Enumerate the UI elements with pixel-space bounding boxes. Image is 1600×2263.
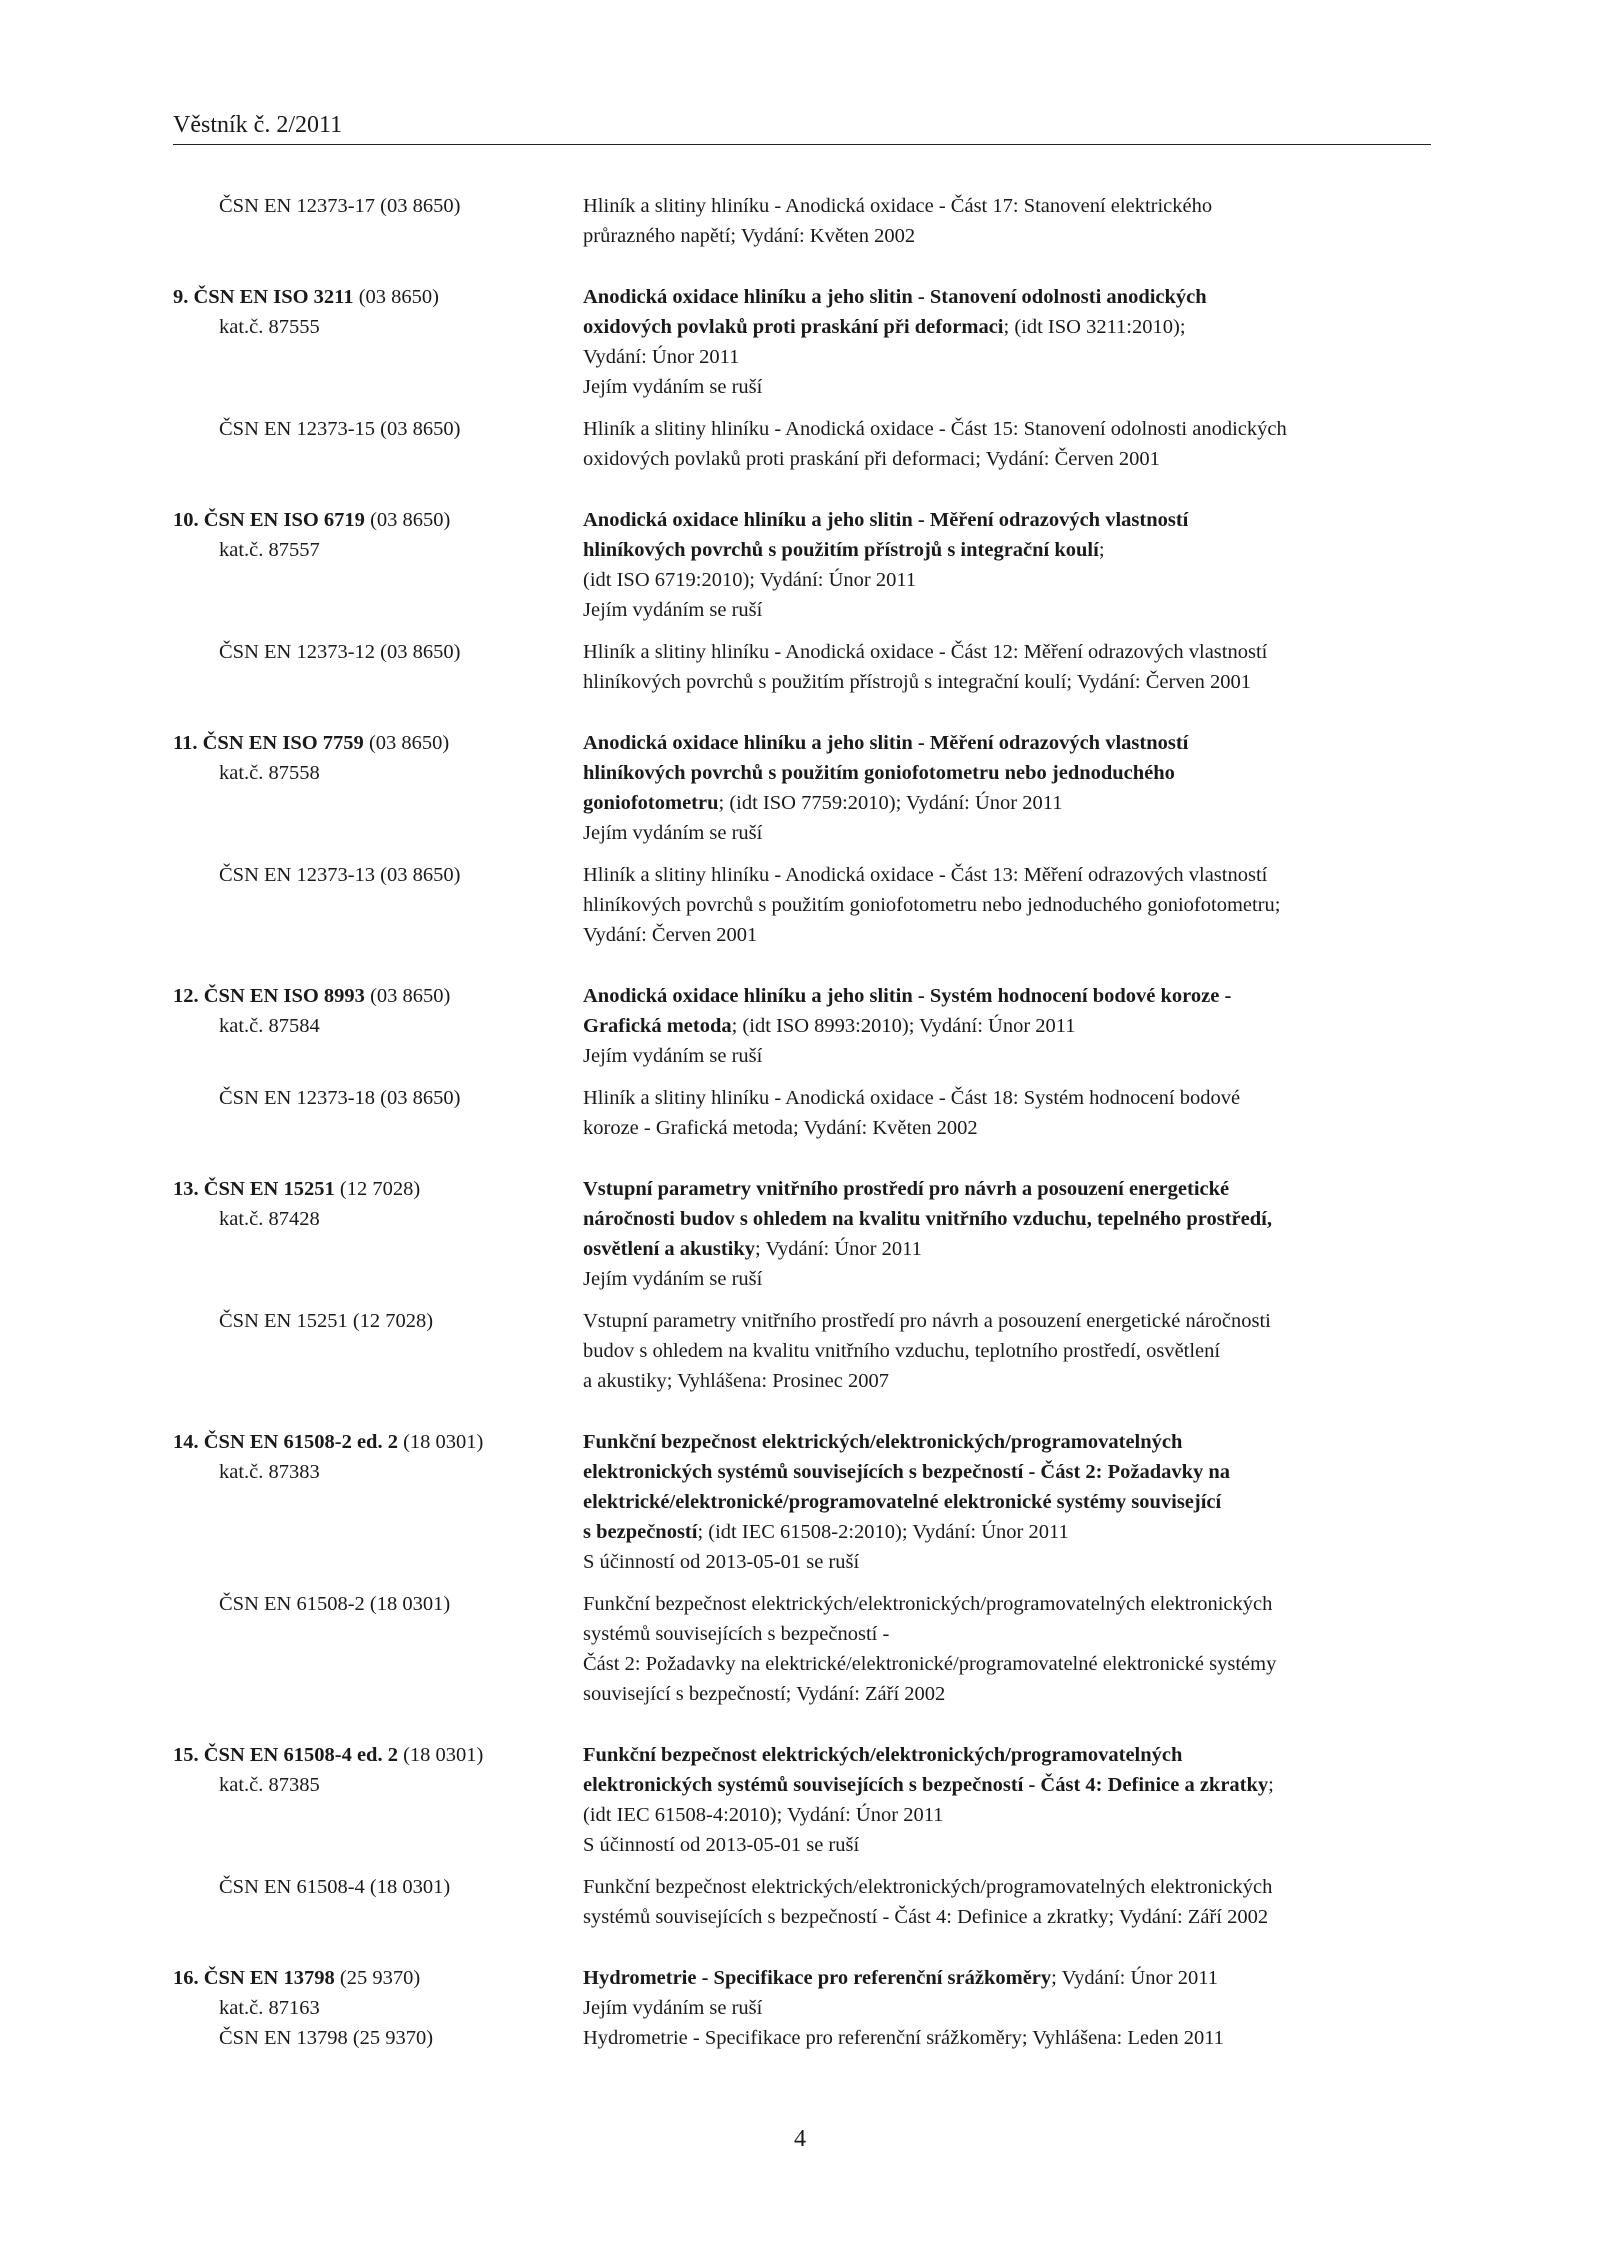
catalog-number: kat.č. 87555 — [219, 316, 320, 338]
classification-code: (12 7028) — [339, 1178, 421, 1200]
standard-entry — [173, 1963, 1431, 2053]
catalog-number: kat.č. 87584 — [219, 1015, 320, 1037]
standard-code-line — [173, 1174, 583, 1204]
standard-title-column — [583, 1740, 1423, 1860]
catalog-number: kat.č. 87383 — [219, 1461, 320, 1483]
standard-title: hliníkových povrchů s použitím přístrojů s integrační koulí — [583, 539, 1099, 561]
old-standard-text: Vydání: Červen 2001 — [583, 924, 758, 946]
old-standard-text: systémů souvisejících s bezpečností - Část 4: Definice a zkratky; Vydání: Září 2002 — [583, 1906, 1269, 1928]
standard-title-column — [583, 505, 1423, 625]
old-standard-text: Část 2: Požadavky na elektrické/elektronické/programovatelné elektronické systémy — [583, 1653, 1277, 1675]
standards-list — [173, 191, 1431, 2084]
old-standard-id-column — [173, 860, 583, 950]
standard-title: Funkční bezpečnost elektrických/elektronických/programovatelných — [583, 1744, 1183, 1766]
old-standard-code: ČSN EN 15251 (12 7028) — [219, 1310, 434, 1332]
standard-code-line — [173, 728, 583, 758]
old-standard-code: ČSN EN 13798 (25 9370) — [219, 2027, 434, 2049]
standard-id-column — [173, 728, 583, 848]
standard-entry — [173, 1427, 1431, 1709]
new-standard-row — [173, 282, 1431, 402]
standard-title: goniofotometru — [583, 792, 719, 814]
standard-entry — [173, 1174, 1431, 1396]
old-standard-row — [173, 637, 1431, 697]
entry-number: 10. — [173, 509, 199, 531]
old-standard-row — [173, 860, 1431, 950]
old-standard-row — [173, 1589, 1431, 1709]
new-standard-row — [173, 1174, 1431, 1294]
continued-entry — [173, 191, 1431, 251]
standard-code: ČSN EN 13798 — [203, 1967, 335, 1989]
standard-title-column — [583, 728, 1423, 848]
standard-title: Anodická oxidace hliníku a jeho slitin - Stanovení odolnosti anodických — [583, 286, 1207, 308]
old-standard-text: průrazného napětí; Vydání: Květen 2002 — [583, 225, 916, 247]
new-standard-row — [173, 1740, 1431, 1860]
standard-code-line — [173, 1427, 583, 1457]
standard-title: osvětlení a akustiky — [583, 1238, 755, 1260]
standard-title: Funkční bezpečnost elektrických/elektronických/programovatelných — [583, 1431, 1183, 1453]
page-header: Věstník č. 2/2011 — [173, 112, 343, 138]
new-standard-row — [173, 505, 1431, 625]
old-standard-title-column — [583, 637, 1423, 697]
old-standard-id-column — [173, 637, 583, 697]
standard-title: elektrické/elektronické/programovatelné elektronické systémy související — [583, 1491, 1222, 1513]
standard-title: Anodická oxidace hliníku a jeho slitin - Systém hodnocení bodové koroze - — [583, 985, 1232, 1007]
old-standard-code: ČSN EN 12373-15 (03 8650) — [219, 418, 461, 440]
old-standard-title-column — [583, 1872, 1423, 1932]
title-line — [583, 1517, 1423, 1547]
issue-note: (idt ISO 6719:2010); Vydání: Únor 2011 — [583, 569, 917, 591]
old-standard-title-column — [583, 1306, 1423, 1396]
old-standard-text: hliníkových povrchů s použitím goniofotometru nebo jednoduchého goniofotometru; — [583, 894, 1281, 916]
classification-code: (03 8650) — [358, 286, 439, 308]
issue-note: Vydání: Únor 2011 — [583, 346, 740, 368]
old-standard-code: ČSN EN 12373-12 (03 8650) — [219, 641, 461, 663]
new-standard-row — [173, 981, 1431, 1071]
standard-code: ČSN EN ISO 7759 — [202, 732, 364, 754]
classification-code: (03 8650) — [370, 509, 451, 531]
classification-code: (03 8650) — [368, 732, 450, 754]
old-standard-row — [173, 1306, 1431, 1396]
standard-id-column — [173, 1740, 583, 1860]
old-standard-title-column — [583, 414, 1423, 474]
old-standard-text: Hliník a slitiny hliníku - Anodická oxidace - Část 18: Systém hodnocení bodové — [583, 1087, 1241, 1109]
old-standard-title-column — [583, 1083, 1423, 1143]
issue-note: S účinností od 2013-05-01 se ruší — [583, 1551, 860, 1573]
standard-entry — [173, 981, 1431, 1143]
title-suffix: ; (idt ISO 8993:2010); Vydání: Únor 2011 — [731, 1015, 1076, 1037]
old-standard-text: systémů souvisejících s bezpečností - — [583, 1623, 890, 1645]
standard-code: ČSN EN ISO 6719 — [203, 509, 365, 531]
old-standard-text: Hydrometrie - Specifikace pro referenční srážkoměry; Vyhlášena: Leden 2011 — [583, 2027, 1224, 2049]
entry-number: 12. — [173, 985, 199, 1007]
standard-title: oxidových povlaků proti praskání při deformaci — [583, 316, 1004, 338]
title-suffix: ; — [1268, 1774, 1274, 1796]
old-standard-id-column — [173, 1306, 583, 1396]
new-standard-row — [173, 1963, 1431, 2053]
standard-entry — [173, 1740, 1431, 1932]
catalog-number: kat.č. 87385 — [219, 1774, 320, 1796]
standard-title: Anodická oxidace hliníku a jeho slitin - Měření odrazových vlastností — [583, 509, 1189, 531]
catalog-number: kat.č. 87557 — [219, 539, 320, 561]
old-standard-code: ČSN EN 61508-4 (18 0301) — [219, 1876, 451, 1898]
old-standard-text: Hliník a slitiny hliníku - Anodická oxidace - Část 15: Stanovení odolnosti anodických — [583, 418, 1287, 440]
standard-entry — [173, 282, 1431, 474]
old-standard-text: související s bezpečností; Vydání: Září 2002 — [583, 1683, 946, 1705]
standard-id-column — [173, 1427, 583, 1577]
catalog-number: kat.č. 87558 — [219, 762, 320, 784]
title-suffix: ; (idt IEC 61508-2:2010); Vydání: Únor 2011 — [697, 1521, 1069, 1543]
old-standard-code: ČSN EN 12373-13 (03 8650) — [219, 864, 461, 886]
old-standard-id-column — [173, 1589, 583, 1709]
page-number: 4 — [794, 2126, 806, 2152]
title-suffix: ; (idt ISO 7759:2010); Vydání: Únor 2011 — [718, 792, 1063, 814]
classification-code: (18 0301) — [403, 1431, 484, 1453]
old-standard-text: Hliník a slitiny hliníku - Anodická oxidace - Část 13: Měření odrazových vlastností — [583, 864, 1268, 886]
title-line — [583, 1204, 1423, 1234]
issue-note: Jejím vydáním se ruší — [583, 822, 763, 844]
standard-title: Grafická metoda — [583, 1015, 732, 1037]
title-line — [583, 535, 1423, 565]
old-standard-text: Hliník a slitiny hliníku - Anodická oxidace - Část 12: Měření odrazových vlastností — [583, 641, 1268, 663]
title-line — [583, 505, 1423, 535]
title-line — [583, 1011, 1423, 1041]
title-line — [583, 1234, 1423, 1264]
old-standard-text: koroze - Grafická metoda; Vydání: Květen 2002 — [583, 1117, 978, 1139]
standard-code-line — [173, 981, 583, 1011]
entry-number: 13. — [173, 1178, 199, 1200]
standard-id-column — [173, 505, 583, 625]
title-line — [583, 1174, 1423, 1204]
old-standard-text: oxidových povlaků proti praskání při deformaci; Vydání: Červen 2001 — [583, 448, 1160, 470]
title-suffix: ; (idt ISO 3211:2010); — [1003, 316, 1186, 338]
standard-code: ČSN EN ISO 8993 — [203, 985, 365, 1007]
title-line — [583, 981, 1423, 1011]
old-standard-code: ČSN EN 61508-2 (18 0301) — [219, 1593, 451, 1615]
classification-code: (25 9370) — [339, 1967, 421, 1989]
standard-code-line — [173, 1740, 583, 1770]
title-suffix: ; Vydání: Únor 2011 — [1051, 1967, 1218, 1989]
issue-note: Jejím vydáním se ruší — [583, 376, 763, 398]
title-line — [583, 1427, 1423, 1457]
standard-title: elektronických systémů souvisejících s bezpečností - Část 4: Definice a zkratky — [583, 1774, 1269, 1796]
old-standard-id-column — [173, 1083, 583, 1143]
title-line — [583, 1457, 1423, 1487]
issue-note: S účinností od 2013-05-01 se ruší — [583, 1834, 860, 1856]
old-standard-text: Funkční bezpečnost elektrických/elektronických/programovatelných elektronických — [583, 1876, 1273, 1898]
standard-code-line — [173, 282, 583, 312]
entry-number: 14. — [173, 1431, 199, 1453]
issue-note: Jejím vydáním se ruší — [583, 599, 763, 621]
old-standard-id-column — [173, 1872, 583, 1932]
entry-number: 11. — [173, 732, 198, 754]
old-standard-text: budov s ohledem na kvalitu vnitřního vzduchu, teplotního prostředí, osvětlení — [583, 1340, 1221, 1362]
old-standard-id-column — [173, 414, 583, 474]
old-standard-row — [173, 414, 1431, 474]
standard-id-column — [173, 1963, 583, 2053]
old-standard-title-column — [583, 1589, 1423, 1709]
standard-code-line — [173, 505, 583, 535]
issue-note: Jejím vydáním se ruší — [583, 1045, 763, 1067]
title-line — [583, 758, 1423, 788]
catalog-number: kat.č. 87428 — [219, 1208, 320, 1230]
old-standard-text: hliníkových povrchů s použitím přístrojů s integrační koulí; Vydání: Červen 2001 — [583, 671, 1252, 693]
issue-note: Jejím vydáním se ruší — [583, 1997, 763, 2019]
standard-title-column — [583, 282, 1423, 402]
standard-id-column — [173, 282, 583, 402]
issue-note: (idt IEC 61508-4:2010); Vydání: Únor 2011 — [583, 1804, 944, 1826]
title-line — [583, 282, 1423, 312]
issue-note: Jejím vydáním se ruší — [583, 1268, 763, 1290]
entry-number: 16. — [173, 1967, 199, 1989]
standard-entry — [173, 728, 1431, 950]
standard-code: ČSN EN 61508-2 ed. 2 — [203, 1431, 398, 1453]
standard-title: náročnosti budov s ohledem na kvalitu vnitřního vzduchu, tepelného prostředí, — [583, 1208, 1272, 1230]
standard-code-line — [173, 1963, 583, 1993]
title-suffix: ; Vydání: Únor 2011 — [755, 1238, 922, 1260]
old-standard-title-column — [583, 860, 1423, 950]
standard-title: Hydrometrie - Specifikace pro referenční srážkoměry — [583, 1967, 1052, 1989]
standard-title: hliníkových povrchů s použitím goniofotometru nebo jednoduchého — [583, 762, 1175, 784]
standard-code: ČSN EN ISO 3211 — [193, 286, 354, 308]
entry-number: 15. — [173, 1744, 199, 1766]
standard-id-column — [173, 981, 583, 1071]
title-line — [583, 1740, 1423, 1770]
standard-entry — [173, 505, 1431, 697]
new-standard-row — [173, 728, 1431, 848]
standard-title: s bezpečností — [583, 1521, 698, 1543]
standard-title: Vstupní parametry vnitřního prostředí pro návrh a posouzení energetické — [583, 1178, 1230, 1200]
title-line — [583, 1487, 1423, 1517]
standard-id-column — [173, 1174, 583, 1294]
old-standard-code: ČSN EN 12373-17 (03 8650) — [219, 195, 461, 217]
catalog-number: kat.č. 87163 — [219, 1997, 320, 2019]
old-standard-text: Vstupní parametry vnitřního prostředí pro návrh a posouzení energetické náročnosti — [583, 1310, 1271, 1332]
title-line — [583, 1963, 1423, 1993]
old-standard-row — [173, 191, 1431, 251]
standard-title-column — [583, 981, 1423, 1071]
title-line — [583, 788, 1423, 818]
standard-title-column — [583, 1174, 1423, 1294]
title-suffix: ; — [1098, 539, 1105, 561]
header-rule — [173, 144, 1431, 145]
standard-code: ČSN EN 15251 — [203, 1178, 335, 1200]
standard-title: Anodická oxidace hliníku a jeho slitin - Měření odrazových vlastností — [583, 732, 1189, 754]
title-line — [583, 728, 1423, 758]
old-standard-code: ČSN EN 12373-18 (03 8650) — [219, 1087, 461, 1109]
standard-title-column — [583, 1427, 1423, 1577]
old-standard-text: Hliník a slitiny hliníku - Anodická oxidace - Část 17: Stanovení elektrického — [583, 195, 1213, 217]
old-standard-text: Funkční bezpečnost elektrických/elektronických/programovatelných elektronických — [583, 1593, 1273, 1615]
old-standard-row — [173, 1083, 1431, 1143]
classification-code: (18 0301) — [403, 1744, 484, 1766]
title-line — [583, 312, 1423, 342]
standard-title-column — [583, 1963, 1423, 2053]
new-standard-row — [173, 1427, 1431, 1577]
entry-number: 9. — [173, 286, 189, 308]
standard-title: elektronických systémů souvisejících s bezpečností - Část 2: Požadavky na — [583, 1461, 1231, 1483]
classification-code: (03 8650) — [370, 985, 451, 1007]
title-line — [583, 1770, 1423, 1800]
old-standard-text: a akustiky; Vyhlášena: Prosinec 2007 — [583, 1370, 889, 1392]
standard-code: ČSN EN 61508-4 ed. 2 — [203, 1744, 398, 1766]
old-standard-row — [173, 1872, 1431, 1932]
